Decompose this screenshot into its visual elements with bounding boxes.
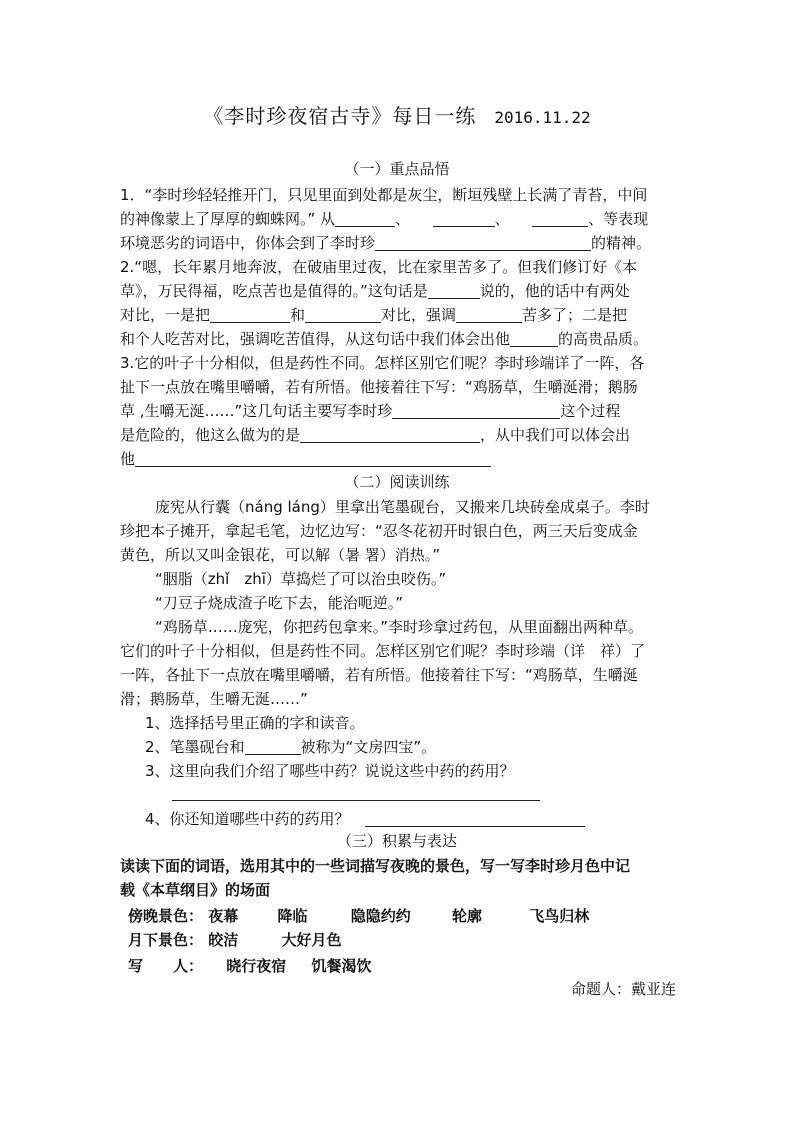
q2-line4a: 和个人吃苦对比，强调吃苦值得，从这句话中我们体会出他 [120,330,511,348]
reading-p1b: 珍把本子摊开，拿起毛笔，边忆边写：“忍冬花初开时银白色，两三天后变成金 [120,522,638,540]
q2-line2 [120,279,630,303]
q3-blank-3[interactable] [135,450,491,467]
q1-blank-1[interactable] [335,210,395,227]
reading-q2-blank[interactable] [245,738,301,755]
q3-line3a: 草 ,生嚼无涎……”这几句话主要写李时珍 [120,402,393,420]
q3-line4b: ，从中我们可以体会出 [480,426,631,444]
q3-line2: 扯下一点放在嘴里嚼嚼，若有所悟。他接着往下写：“鸡肠草，生嚼涎滑；鹅肠 [120,378,638,396]
q3-line4a: 是危险的，他这么做为的是 [120,426,301,444]
reading-p4b: 它们的叶子十分相似，但是药性不同。怎样区别它们呢？李时珍端（详 祥）了 [120,642,646,660]
section2-heading: （二）阅读训练 [344,473,450,491]
section3-heading: （三）积累与表达 [336,832,457,850]
title-text: 《李时珍夜宿古寺》每日一练 [203,104,477,128]
vocab-label-moon: 月下景色： [128,931,204,949]
vocab-label-evening: 傍晚景色： [128,907,204,925]
reading-p4a: “鸡肠草……庞宪，你把药包拿来。”李时珍拿过药包，从里面翻出两种草。 [155,618,644,636]
q2-blank-1[interactable] [428,282,480,299]
reading-q4-text: 4、你还知道哪些中药的药用？ [145,810,350,828]
vocab-word: 皎洁 [208,931,239,949]
q1-sep1: 、 [395,210,403,228]
q1-line3-end: 的精神。 [591,234,652,252]
reading-q2b: 被称为“文房四宝”。 [300,738,437,756]
vocab-word: 飞鸟归林 [529,907,590,925]
q2-blank-2[interactable] [210,306,290,323]
q1-blank-3[interactable] [532,210,588,227]
vocab-word: 降临 [277,907,308,925]
q2-line2a: 草》，万民得福，吃点苦也是值得的。”这句话是 [120,282,428,300]
q1-line3 [120,231,651,255]
vocab-word: 晓行夜宿 [226,957,287,975]
q3-line1: 3.它的叶子十分相似，但是药性不同。怎样区别它们呢？李时珍端详了一阵，各 [120,354,645,372]
section3-instr2: 载《本草纲目》的场面 [120,881,271,899]
q2-blank-3[interactable] [305,306,381,323]
reading-p1a: 庞宪从行囊（náng láng）里拿出笔墨砚台，又搬来几块砖垒成桌子。李时 [155,498,650,516]
reading-q3: 3、这里向我们介绍了哪些中药？说说这些中药的药用？ [145,762,515,780]
q2-blank-5[interactable] [510,330,558,347]
q1-line2-end: 、等表现 [588,210,649,228]
q1-line2 [120,207,648,231]
q1-line1: 1．“李时珍轻轻推开门，只见里面到处都是灰尘，断垣残壁上长满了青苔，中间 [120,186,648,204]
section1-heading: （一）重点品悟 [344,160,450,178]
q3-line5 [120,447,491,471]
vocab-word: 大好月色 [281,931,342,949]
q1-line3-text: 环境恶劣的词语中，你体会到了李时珍 [120,234,376,252]
q3-line3 [120,399,620,423]
vocab-word: 隐隐约约 [350,907,411,925]
q1-blank-4[interactable] [375,234,591,251]
reading-q2a: 2、笔墨砚台和 [145,738,245,756]
q2-line3 [120,303,627,327]
reading-q4 [145,807,585,831]
reading-q4-blank[interactable] [365,810,585,827]
vocab-word: 夜幕 [208,907,239,925]
section3-instr1: 读读下面的词语，选用其中的一些词描写夜晚的景色，写一写李时珍月色中记 [120,857,631,875]
reading-p3: “刀豆子烧成渣子吃下去，能治呃逆。” [155,594,404,612]
reading-p4c: 一阵，各扯下一点放在嘴里嚼嚼，若有所悟。他接着往下写：“鸡肠草，生嚼涎 [120,666,638,684]
reading-q1: 1、选择括号里正确的字和读音。 [145,714,365,732]
q1-blank-2[interactable] [433,210,495,227]
q2-line3b: 和 [290,306,306,324]
q3-blank-1[interactable] [392,402,560,419]
q2-line3a: 对比，一是把 [120,306,211,324]
author-credit: 命题人：戴亚连 [570,980,676,998]
q2-blank-4[interactable] [456,306,522,323]
q2-line4b: 的高贵品质。 [558,330,649,348]
q2-line4 [120,327,648,351]
q2-line3c: 对比，强调 [381,306,457,324]
q3-blank-2[interactable] [300,426,480,443]
q3-line3b: 这个过程 [560,402,621,420]
vocab-row-moon [128,928,342,952]
vocab-word: 轮廓 [451,907,482,925]
q1-sep2: 、 [494,210,503,228]
q1-line2-text: 的神像蒙上了厚厚的蜘蛛网。” 从 [120,210,336,228]
reading-p1c: 黄色，所以又叫金银花，可以解（暑 署）消热。” [120,546,441,564]
title-date: 2016.11.22 [494,108,591,127]
q3-line5: 他 [120,450,136,468]
vocab-label-person: 写 人： [128,957,204,975]
reading-q3-answer-line[interactable] [172,800,540,801]
vocab-word: 饥餐渴饮 [311,957,372,975]
q2-line3d: 苦多了；二是把 [522,306,628,324]
page-title [0,100,794,129]
reading-q2 [145,735,436,759]
q2-line2b: 说的，他的话中有两处 [479,282,630,300]
reading-p2: “胭脂（zhǐ zhī）草捣烂了可以治虫咬伤。” [155,570,447,588]
vocab-row-person [128,954,372,978]
q2-line1: 2.“嗯，长年累月地奔波，在破庙里过夜，比在家里苦多了。但我们修订好《本 [120,258,638,276]
vocab-row-evening [128,904,589,928]
reading-p4d: 滑；鹅肠草，生嚼无涎……” [120,690,308,708]
q3-line4 [120,423,630,447]
